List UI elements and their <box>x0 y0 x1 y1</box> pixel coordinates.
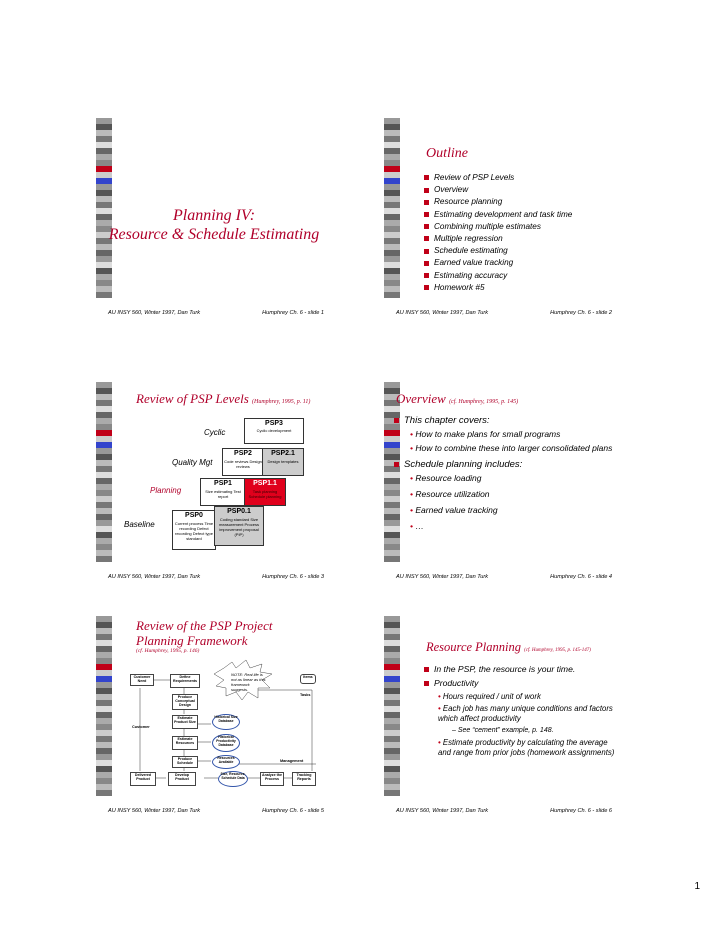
node-produce-schedule: Produce Schedule <box>172 756 198 768</box>
footer-slide-ref: Humphrey Ch. 6 - slide 1 <box>262 310 324 316</box>
list-item: • How to combine these into larger consolidated plans <box>410 443 613 453</box>
page-number: 1 <box>694 881 700 892</box>
slide-title: Overview (cf. Humphrey, 1995, p. 145) <box>396 391 519 406</box>
list-item: Schedule planning includes: <box>394 458 614 471</box>
list-item: Combining multiple estimates <box>424 221 572 233</box>
framework-note: NOTE: Real life is not as linear as this framework suggests. <box>231 672 266 692</box>
psp21-box: PSP2.1 Design templates <box>262 448 304 476</box>
psp0-box: PSP0 Current process Time recording Defect recording Defect type standard <box>172 510 216 550</box>
slide-citation: (cf. Humphrey, 1995, p. 145-147) <box>524 648 591 653</box>
slide-title: Resource Planning (cf. Humphrey, 1995, p. 145-147) <box>426 640 591 654</box>
node-resources-available: Resources Available <box>212 755 240 769</box>
slide-1 <box>96 118 332 322</box>
slide-footer <box>396 574 612 580</box>
list-item: This chapter covers: <box>394 414 614 427</box>
slide-4 <box>384 382 620 586</box>
footer-slide-ref: Humphrey Ch. 6 - slide 4 <box>550 574 612 580</box>
node-develop-product: Develop Product <box>168 772 196 786</box>
level-label-planning: Planning <box>150 486 182 495</box>
list-item: Overview <box>424 184 572 196</box>
psp1-box: PSP1 Size estimating Test report <box>200 478 246 506</box>
footer-course: AU INSY 560, Winter 1997, Dan Turk <box>108 574 201 580</box>
sidebar-stripe <box>384 556 400 562</box>
list-item: Estimating accuracy <box>424 270 572 282</box>
node-historical-size-db: Historical Size Database <box>212 714 240 730</box>
slide-2 <box>384 118 620 322</box>
slide-footer <box>108 808 324 814</box>
slide-3 <box>96 382 332 586</box>
footer-slide-ref: Humphrey Ch. 6 - slide 2 <box>550 310 612 316</box>
node-management: Management <box>280 759 304 763</box>
list-item: In the PSP, the resource is your time. <box>424 664 616 675</box>
list-item: Multiple regression <box>424 233 572 245</box>
psp11-box: PSP1.1 Task planning Schedule planning <box>244 478 286 506</box>
overview-content <box>394 414 614 532</box>
slide-sidebar-decoration <box>384 616 400 796</box>
list-item: • Resource loading <box>410 473 482 483</box>
slide-footer <box>108 574 324 580</box>
slide-5 <box>96 616 332 820</box>
node-customer: Customer <box>132 725 150 729</box>
resource-planning-content <box>424 664 616 758</box>
node-produce-design: Produce Conceptual Design <box>172 694 198 710</box>
level-label-cyclic: Cyclic <box>204 428 226 437</box>
footer-course: AU INSY 560, Winter 1997, Dan Turk <box>396 808 489 814</box>
footer-course: AU INSY 560, Winter 1997, Dan Turk <box>108 808 201 814</box>
list-item: • … <box>410 521 424 531</box>
sidebar-stripe <box>96 292 112 298</box>
node-customer-need: Customer Need <box>130 674 154 686</box>
list-item: • Estimate productivity by calculating the average and range from prior jobs (homework assignments) <box>438 738 615 757</box>
slide-6 <box>384 616 620 820</box>
footer-course: AU INSY 560, Winter 1997, Dan Turk <box>396 574 489 580</box>
footer-slide-ref: Humphrey Ch. 6 - slide 5 <box>262 808 324 814</box>
list-item: Review of PSP Levels <box>424 172 572 184</box>
node-size-resource-schedule-data: Size, Resource, Schedule Data <box>218 771 248 787</box>
slide-sidebar-decoration <box>384 118 400 298</box>
node-tracking-reports: Tracking Reports <box>292 772 316 786</box>
list-item: Estimating development and task time <box>424 209 572 221</box>
psp01-box: PSP0.1 Coding standard Size measurement Process improvement proposal (PIP) <box>214 506 264 546</box>
slide-footer <box>108 310 324 316</box>
node-delivered-product: Delivered Product <box>130 772 156 786</box>
slide-citation: (Humphrey, 1995, p. 11) <box>252 399 311 405</box>
footer-course: AU INSY 560, Winter 1997, Dan Turk <box>396 310 489 316</box>
list-item: Productivity <box>424 678 616 689</box>
list-item: – See “cement” example, p. 148. <box>452 727 554 734</box>
slide-title: Outline <box>426 146 468 161</box>
node-tasks: Tasks <box>300 693 311 697</box>
list-item: • Resource utilization <box>410 489 490 499</box>
list-item: Earned value tracking <box>424 257 572 269</box>
node-historical-productivity-db: Historical Productivity Database <box>212 734 240 752</box>
slide-footer <box>396 808 612 814</box>
slide-title: Planning IV: Resource & Schedule Estimating <box>108 207 320 243</box>
slide-footer <box>396 310 612 316</box>
level-label-quality: Quality Mgt <box>172 458 213 467</box>
slide-title: Review of the PSP Project Planning Framework (cf. Humphrey, 1995, p. 146) <box>136 618 273 654</box>
list-item: • How to make plans for small programs <box>410 429 561 439</box>
level-label-baseline: Baseline <box>124 520 155 529</box>
footer-slide-ref: Humphrey Ch. 6 - slide 3 <box>262 574 324 580</box>
footer-course: AU INSY 560, Winter 1997, Dan Turk <box>108 310 201 316</box>
node-items: Items <box>300 674 316 684</box>
sidebar-stripe <box>384 790 400 796</box>
footer-slide-ref: Humphrey Ch. 6 - slide 6 <box>550 808 612 814</box>
slide-title: Review of PSP Levels (Humphrey, 1995, p. 11) <box>136 391 311 406</box>
slide-citation: (cf. Humphrey, 1995, p. 145) <box>449 399 519 405</box>
list-item: Homework #5 <box>424 282 572 294</box>
node-analyze-process: Analyze the Process <box>260 772 284 786</box>
psp3-box: PSP3 Cyclic development <box>244 418 304 444</box>
list-item: • Earned value tracking <box>410 505 498 515</box>
list-item: Schedule estimating <box>424 245 572 257</box>
list-item: Resource planning <box>424 196 572 208</box>
list-item: • Hours required / unit of work <box>438 692 541 701</box>
node-estimate-size: Estimate Product Size <box>172 715 198 729</box>
node-define-requirements: Define Requirements <box>170 674 200 688</box>
slide-sidebar-decoration <box>96 382 112 562</box>
sidebar-stripe <box>384 292 400 298</box>
outline-list <box>424 172 572 294</box>
node-estimate-resources: Estimate Resources <box>172 736 198 750</box>
psp2-box: PSP2 Code reviews Design reviews <box>222 448 264 476</box>
sidebar-stripe <box>96 556 112 562</box>
slide-citation: (cf. Humphrey, 1995, p. 146) <box>136 648 200 654</box>
list-item: • Each job has many unique conditions and factors which affect productivity <box>438 704 613 723</box>
